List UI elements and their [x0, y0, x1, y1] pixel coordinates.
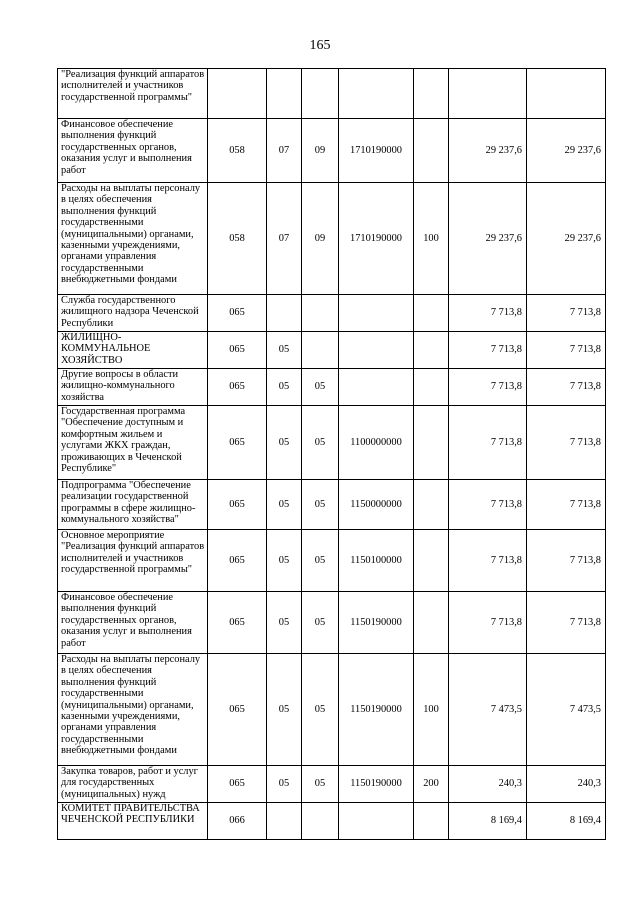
cell-ministry-code: 058	[208, 119, 267, 183]
cell-ministry-code: 065	[208, 369, 267, 406]
cell-subsection: 05	[302, 369, 339, 406]
table-row	[58, 69, 606, 119]
cell-target-item	[339, 295, 414, 332]
cell-section: 07	[267, 183, 302, 295]
cell-subsection	[302, 332, 339, 369]
cell-section: 05	[267, 332, 302, 369]
cell-ministry-code: 065	[208, 654, 267, 766]
cell-expense-type	[414, 119, 449, 183]
cell-subsection: 05	[302, 406, 339, 480]
cell-expense-type: 200	[414, 766, 449, 803]
cell-amount-2: 7 713,8	[527, 295, 606, 332]
table-row	[58, 119, 606, 183]
cell-section: 05	[267, 766, 302, 803]
cell-expense-type	[414, 332, 449, 369]
cell-ministry-code: 058	[208, 183, 267, 295]
cell-subsection: 05	[302, 530, 339, 592]
page-number: 165	[309, 38, 331, 53]
cell-expense-type	[414, 530, 449, 592]
cell-amount-2	[527, 69, 606, 119]
cell-ministry-code: 065	[208, 480, 267, 530]
cell-amount-2: 7 713,8	[527, 369, 606, 406]
table-row	[58, 183, 606, 295]
cell-name: Закупка товаров, работ и услуг для государственных (муниципальных) нужд	[58, 766, 208, 803]
cell-expense-type: 100	[414, 654, 449, 766]
table-row	[58, 654, 606, 766]
cell-subsection: 09	[302, 183, 339, 295]
cell-amount-2: 8 169,4	[527, 803, 606, 840]
cell-amount-1: 8 169,4	[449, 803, 527, 840]
cell-subsection: 05	[302, 480, 339, 530]
cell-amount-2: 29 237,6	[527, 119, 606, 183]
cell-expense-type	[414, 69, 449, 119]
cell-amount-2: 7 713,8	[527, 592, 606, 654]
cell-target-item	[339, 69, 414, 119]
cell-amount-1: 7 713,8	[449, 332, 527, 369]
table-row	[58, 530, 606, 592]
table-row	[58, 766, 606, 803]
cell-target-item: 1150000000	[339, 480, 414, 530]
table-body	[58, 69, 606, 840]
cell-expense-type: 100	[414, 183, 449, 295]
table-row	[58, 803, 606, 840]
table-row	[58, 406, 606, 480]
cell-name: Расходы на выплаты персоналу в целях обеспечения выполнения функций государственными (муниципальными) органами, казенными учреждениями, органами управления государственными внебюджетными фондами	[58, 183, 208, 295]
cell-ministry-code: 065	[208, 530, 267, 592]
cell-name: "Реализация функций аппаратов исполнителей и участников государственной программы"	[58, 69, 208, 119]
cell-amount-1: 240,3	[449, 766, 527, 803]
cell-section	[267, 295, 302, 332]
cell-name: Другие вопросы в области жилищно-коммунального хозяйства	[58, 369, 208, 406]
cell-section: 05	[267, 654, 302, 766]
cell-amount-2: 7 713,8	[527, 332, 606, 369]
cell-section	[267, 69, 302, 119]
budget-table	[57, 68, 606, 840]
cell-name: Расходы на выплаты персоналу в целях обеспечения выполнения функций государственными (муниципальными) органами, казенными учреждениями, органами управления государственными внебюджетными фондами	[58, 654, 208, 766]
cell-amount-1: 7 473,5	[449, 654, 527, 766]
cell-subsection	[302, 295, 339, 332]
cell-amount-1: 29 237,6	[449, 119, 527, 183]
cell-target-item: 1150190000	[339, 654, 414, 766]
cell-amount-2: 7 713,8	[527, 480, 606, 530]
cell-ministry-code: 065	[208, 332, 267, 369]
cell-target-item: 1100000000	[339, 406, 414, 480]
cell-target-item: 1710190000	[339, 183, 414, 295]
cell-ministry-code: 065	[208, 592, 267, 654]
cell-target-item	[339, 369, 414, 406]
cell-name: Финансовое обеспечение выполнения функций государственных органов, оказания услуг и выполнения работ	[58, 592, 208, 654]
cell-amount-2: 29 237,6	[527, 183, 606, 295]
cell-amount-1: 7 713,8	[449, 369, 527, 406]
cell-name: Государственная программа "Обеспечение доступным и комфортным жильем и услугами ЖКХ граждан, проживающих в Чеченской Республике"	[58, 406, 208, 480]
cell-ministry-code: 065	[208, 766, 267, 803]
cell-subsection	[302, 803, 339, 840]
cell-amount-1: 7 713,8	[449, 592, 527, 654]
cell-section: 05	[267, 530, 302, 592]
cell-subsection: 05	[302, 766, 339, 803]
cell-target-item: 1150190000	[339, 766, 414, 803]
cell-subsection: 09	[302, 119, 339, 183]
cell-amount-1: 7 713,8	[449, 406, 527, 480]
table-row	[58, 332, 606, 369]
cell-expense-type	[414, 592, 449, 654]
cell-section	[267, 803, 302, 840]
cell-target-item	[339, 332, 414, 369]
table-row	[58, 592, 606, 654]
cell-amount-1	[449, 69, 527, 119]
table-row	[58, 295, 606, 332]
cell-amount-2: 7 713,8	[527, 406, 606, 480]
cell-target-item	[339, 803, 414, 840]
cell-amount-2: 240,3	[527, 766, 606, 803]
cell-target-item: 1150100000	[339, 530, 414, 592]
cell-amount-2: 7 713,8	[527, 530, 606, 592]
table-row	[58, 369, 606, 406]
cell-expense-type	[414, 480, 449, 530]
cell-name: КОМИТЕТ ПРАВИТЕЛЬСТВА ЧЕЧЕНСКОЙ РЕСПУБЛИКИ	[58, 803, 208, 840]
cell-section: 05	[267, 369, 302, 406]
cell-amount-1: 7 713,8	[449, 295, 527, 332]
cell-ministry-code: 066	[208, 803, 267, 840]
table-row	[58, 480, 606, 530]
cell-expense-type	[414, 295, 449, 332]
cell-name: Служба государственного жилищного надзора Чеченской Республики	[58, 295, 208, 332]
cell-name: ЖИЛИЩНО-КОММУНАЛЬНОЕ ХОЗЯЙСТВО	[58, 332, 208, 369]
cell-name: Финансовое обеспечение выполнения функций государственных органов, оказания услуг и выполнения работ	[58, 119, 208, 183]
cell-ministry-code: 065	[208, 406, 267, 480]
cell-amount-1: 7 713,8	[449, 530, 527, 592]
cell-expense-type	[414, 803, 449, 840]
cell-name: Основное мероприятие "Реализация функций аппаратов исполнителей и участников государственной программы"	[58, 530, 208, 592]
cell-section: 05	[267, 406, 302, 480]
cell-subsection: 05	[302, 592, 339, 654]
cell-name: Подпрограмма "Обеспечение реализации государственной программы в сфере жилищно-коммунального хозяйства"	[58, 480, 208, 530]
cell-amount-1: 29 237,6	[449, 183, 527, 295]
cell-expense-type	[414, 369, 449, 406]
cell-target-item: 1710190000	[339, 119, 414, 183]
cell-ministry-code: 065	[208, 295, 267, 332]
cell-section: 05	[267, 592, 302, 654]
cell-expense-type	[414, 406, 449, 480]
cell-section: 07	[267, 119, 302, 183]
cell-subsection	[302, 69, 339, 119]
cell-target-item: 1150190000	[339, 592, 414, 654]
cell-ministry-code	[208, 69, 267, 119]
cell-subsection: 05	[302, 654, 339, 766]
cell-amount-1: 7 713,8	[449, 480, 527, 530]
cell-section: 05	[267, 480, 302, 530]
cell-amount-2: 7 473,5	[527, 654, 606, 766]
